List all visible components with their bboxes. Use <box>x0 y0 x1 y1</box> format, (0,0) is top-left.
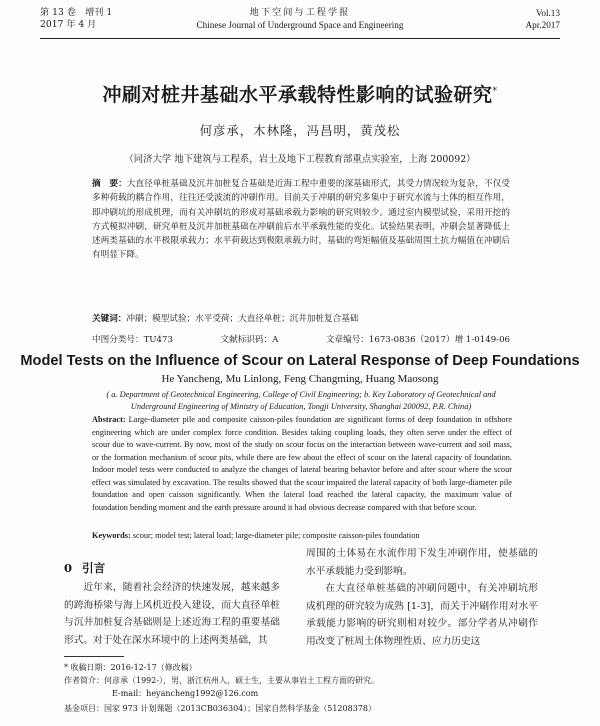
footnote-divider <box>64 656 124 657</box>
section-heading-intro <box>64 560 105 576</box>
header-vol: Vol.13 <box>535 8 560 18</box>
footnote-fund: 基金项目：国家 973 计划课题（2013CB036304）；国家自然科学基金（51208378） <box>64 704 376 713</box>
intro-right-column <box>306 545 538 651</box>
document-code: 文献标识码：A <box>220 335 279 345</box>
intro-right-para-2: 在大直径单桩基础的冲刷问题中，有关冲刷坑形成机理的研究较为成熟 [1-3]，而关于冲刷作用对水平承载能力影响的研究则相对较少。部分学者从冲刷作用改变了桩周土体物理性质、应力历史这 <box>306 583 538 647</box>
affiliation: （同济大学 地下建筑与工程系，岩土及地下工程教育部重点实验室，上海 200092） <box>124 154 476 165</box>
cn-keywords <box>92 312 510 324</box>
paper-title <box>0 80 600 107</box>
en-abstract-text: Large-diameter pile and composite caisson-piles foundation are significant forms of deep foundation in offshore engineering which are under complex force condition. Besides taking coupling loads, they often serve under the effect of scour due to wave-current. By now, most of the study on scour focus on the interaction between wave-current and soil mass, or the formation mechanism of scour pits, while there are few about the effect of scour on the lateral capacity of foundation. Indoor model tests were conducted to analyze the changes of lateral bearing behavior before and after scour where the scour effect was simulated by excavation. The results showed that the scour impaired the lateral capacity of both large-diameter pile foundation and open caisson significantly. When the lateral load reached the lateral capacity, the maximum value of foundation bending moment and the earth pressure around it had obvious decrease compared with that before scour. <box>92 415 512 512</box>
header-volume-issue: 第 13 卷 增刊 1 <box>40 7 113 18</box>
intro-right-para-1: 周围的土体易在水流作用下发生冲刷作用，使基础的水平承载能力受到影响。 <box>306 548 538 577</box>
authors: 何彦承，木林隆，冯昌明，黄茂松 <box>199 123 401 138</box>
en-abstract <box>92 414 512 514</box>
en-keywords <box>92 531 512 540</box>
clc-number: 中图分类号：TU473 <box>92 335 173 345</box>
en-authors: He Yancheng, Mu Linlong, Feng Changming, Huang Maosong <box>161 373 439 385</box>
journal-header <box>40 4 560 39</box>
en-title: Model Tests on the Influence of Scour on Lateral Response of Deep Foundations <box>20 353 580 369</box>
section-number: 0 <box>64 561 73 575</box>
cn-abstract-label: 摘 要： <box>92 179 127 189</box>
intro-left-column: 近年来，随着社会经济的快速发展，越来越多的跨海桥梁与海上风机近投入建设，而大直径单桩与沉井加桩复合基础则是上述近海工程的重要基础形式。对于处在深水环境中的上述两类基础，其 <box>64 582 280 647</box>
article-number: 文章编号：1673-0836（2017）增 1-0149-06 <box>325 335 510 345</box>
header-vol-en <box>526 7 560 31</box>
footnote-email: E-mail：heyancheng1992@126.com <box>112 689 259 698</box>
cn-abstract <box>92 177 510 263</box>
en-keywords-label: Keywords: <box>92 531 131 540</box>
title-footnote-mark: * <box>492 86 498 97</box>
en-abstract-label: Abstract: <box>92 415 126 424</box>
en-affiliation: ( a. Department of Geotechnical Engineering, College of Civil Engineering; b. Key Laboratory of Geotechnical and Underground Engineering of Ministry of Education, Tongji University, Shanghai 200092, P.R. China) <box>106 390 496 411</box>
cn-keywords-label: 关键词： <box>92 314 127 324</box>
header-date-en: Apr.2017 <box>525 20 560 30</box>
cn-keywords-text: 冲刷；模型试验；水平受荷；大直径单桩；沉井加桩复合基础 <box>126 314 359 324</box>
header-date-cn: 2017 年 4 月 <box>40 19 97 30</box>
paper-title-text: 冲刷对桩井基础水平承载特性影响的试验研究 <box>102 84 493 106</box>
section-title: 引言 <box>82 561 106 575</box>
journal-name-en: Chinese Journal of Underground Space and Engineering <box>196 20 404 30</box>
footnote-received: * 收稿日期：2016-12-17（修改稿） <box>64 663 197 672</box>
footnote-author: 作者简介：何彦承（1992-），男，浙江杭州人，硕士生，主要从事岩土工程方面的研究。 <box>64 676 380 685</box>
journal-name-cn: 地下空间与工程学报 <box>249 7 351 18</box>
header-journal <box>40 7 560 31</box>
cn-classification <box>92 333 510 345</box>
en-keywords-text: scour; model test; lateral load; large-diameter pile; composite caisson-piles foundation <box>132 531 420 540</box>
cn-abstract-text: 大直径单桩基础及沉井加桩复合基础是近海工程中重要的深基础形式，其受力情况较为复杂，不仅受多种荷载的耦合作用，往往还受波流的冲刷作用。目前关于冲刷的研究多集中于研究水流与土体的相互作用，即冲刷坑的形成机理，而有关冲刷坑的形成对基础承载力影响的研究则较少。通过室内模型试验，采用开挖的方式模拟冲刷，研究单桩及沉井加桩基础在冲刷前后水平承载性能的变化。试验结果表明，冲刷会显著降低上述两类基础的水平极限承载力；水平荷载达到极限承载力时，基础的弯矩幅值及基础周围土抗力幅值在冲刷后有明显下降。 <box>92 179 510 261</box>
